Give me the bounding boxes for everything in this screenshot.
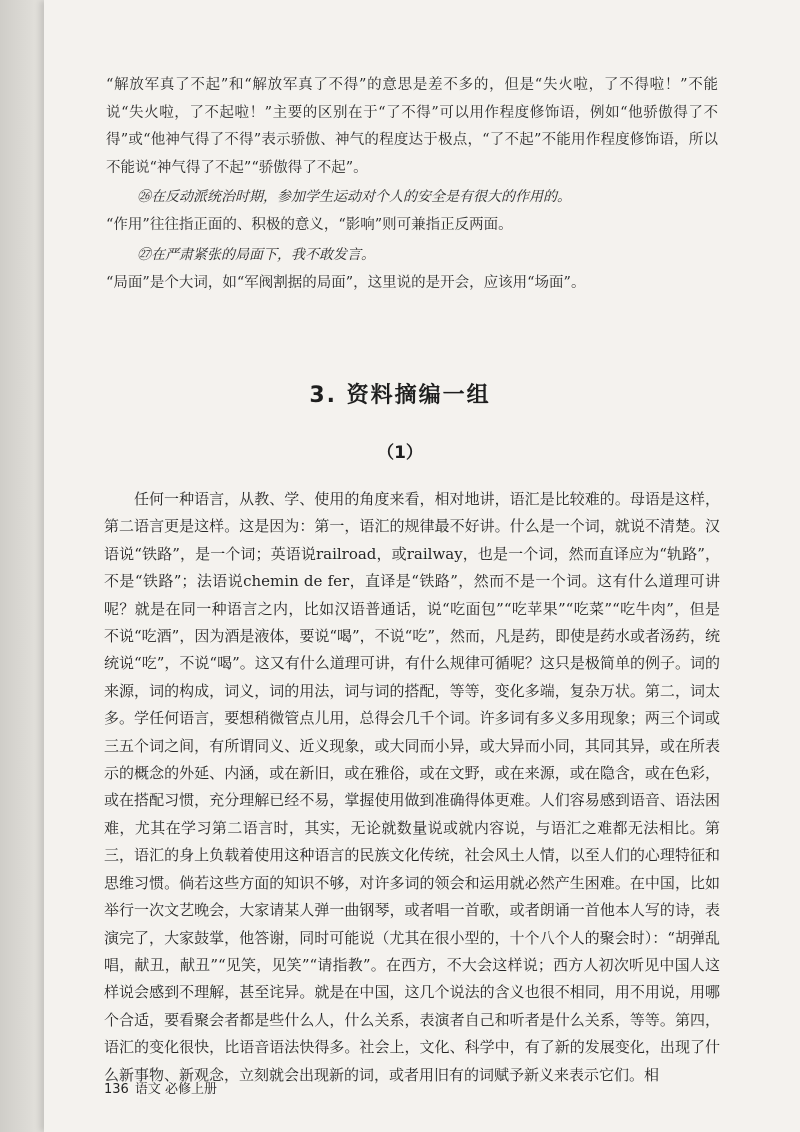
- body-paragraph: 任何一种语言，从教、学、使用的角度来看，相对地讲，语汇是比较难的。母语是这样，第二语言更是这样。这是因为：第一，语汇的规律最不好讲。什么是一个词，就说不清楚。汉语说“铁路”，是一个词；英语说railroad，或railway，也是一个词，然而直译应为“轨路”，不是“铁路”；法语说chemin de fer，直译是“铁路”，然而不是一个词。这有什么道理可讲呢？就是在同一种语言之内，比如汉语普通话，说“吃面包”“吃苹果”“吃菜”“吃牛肉”，但是不说“吃酒”，因为酒是液体，要说“喝”，不说“吃”，然而，凡是药，即使是药水或者汤药，统统说“吃”，不说“喝”。这又有什么道理可讲，有什么规律可循呢？这只是极简单的例子。词的来源，词的构成，词义，词的用法，词与词的搭配，等等，变化多端，复杂万状。第二，词太多。学任何语言，要想稍微管点儿用，总得会几千个词。许多词有多义多用现象；两三个词或三五个词之间，有所谓同义、近义现象，或大同而小异，或大异而小同，其同其异，或在所表示的概念的外延、内涵，或在新旧，或在雅俗，或在文野，或在来源，或在隐含，或在色彩，或在搭配习惯，充分理解已经不易，掌握使用做到准确得体更难。人们容易感到语音、语法困难，尤其在学习第二语言时，其实，无论就数量说或就内容说，与语汇之难都无法相比。第三，语汇的身上负载着使用这种语言的民族文化传统，社会风土人情，以至人们的心理特征和思维习惯。倘若这些方面的知识不够，对许多词的领会和运用就必然产生困难。在中国，比如举行一次文艺晚会，大家请某人弹一曲钢琴，或者唱一首歌，或者朗诵一首他本人写的诗，表演完了，大家鼓掌，他答谢，同时可能说（尤其在很小型的，十个八个人的聚会时）：“胡弹乱唱，献丑，献丑”“见笑，见笑”“请指教”。在西方，不大会这样说；西方人初次听见中国人这样说会感到不理解，甚至诧异。就是在中国，这几个说法的含义也很不相同，用不用说，用哪个合适，要看聚会者都是些什么人，什么关系，表演者自己和听者是什么关系，等等。第四，语汇的变化很快，比语音语法快得多。社会上，文化、科学中，有了新的发展变化，出现了什么新事物、新观念，立刻就会出现新的词，或者用旧有的词赋予新义来表示它们。相: [104, 490, 721, 1084]
- section-title: 3. 资料摘编一组: [309, 383, 491, 408]
- example-27: ㉗在严肃紧张的局面下，我不敢发言。: [137, 247, 375, 263]
- book-gutter: [0, 0, 44, 1132]
- note-26: “作用”往往指正面的、积极的意义，“影响”则可兼指正反两面。: [106, 217, 513, 233]
- book-name: 语文 必修上册: [134, 1082, 217, 1097]
- paragraph-budeliao: “解放军真了不起”和“解放军真了不得”的意思是差不多的，但是“失火啦，了不得啦！”不能说“失火啦，了不起啦！”主要的区别在于“了不得”可以用作程度修饰语，例如“他骄傲得了不得”或“他神气得了不得”表示骄傲、神气的程度达于极点，“了不起”不能用作程度修饰语，所以不能说“神气得了不起”“骄傲得了不起”。: [106, 77, 718, 176]
- example-26: ㉖在反动派统治时期，参加学生运动对个人的安全是有很大的作用的。: [137, 189, 571, 205]
- note-27: “局面”是个大词，如“军阀割据的局面”，这里说的是开会，应该用“场面”。: [106, 275, 586, 291]
- page-number: 136: [104, 1082, 129, 1097]
- page-footer: [104, 1078, 217, 1097]
- section-subtitle: （1）: [377, 443, 423, 463]
